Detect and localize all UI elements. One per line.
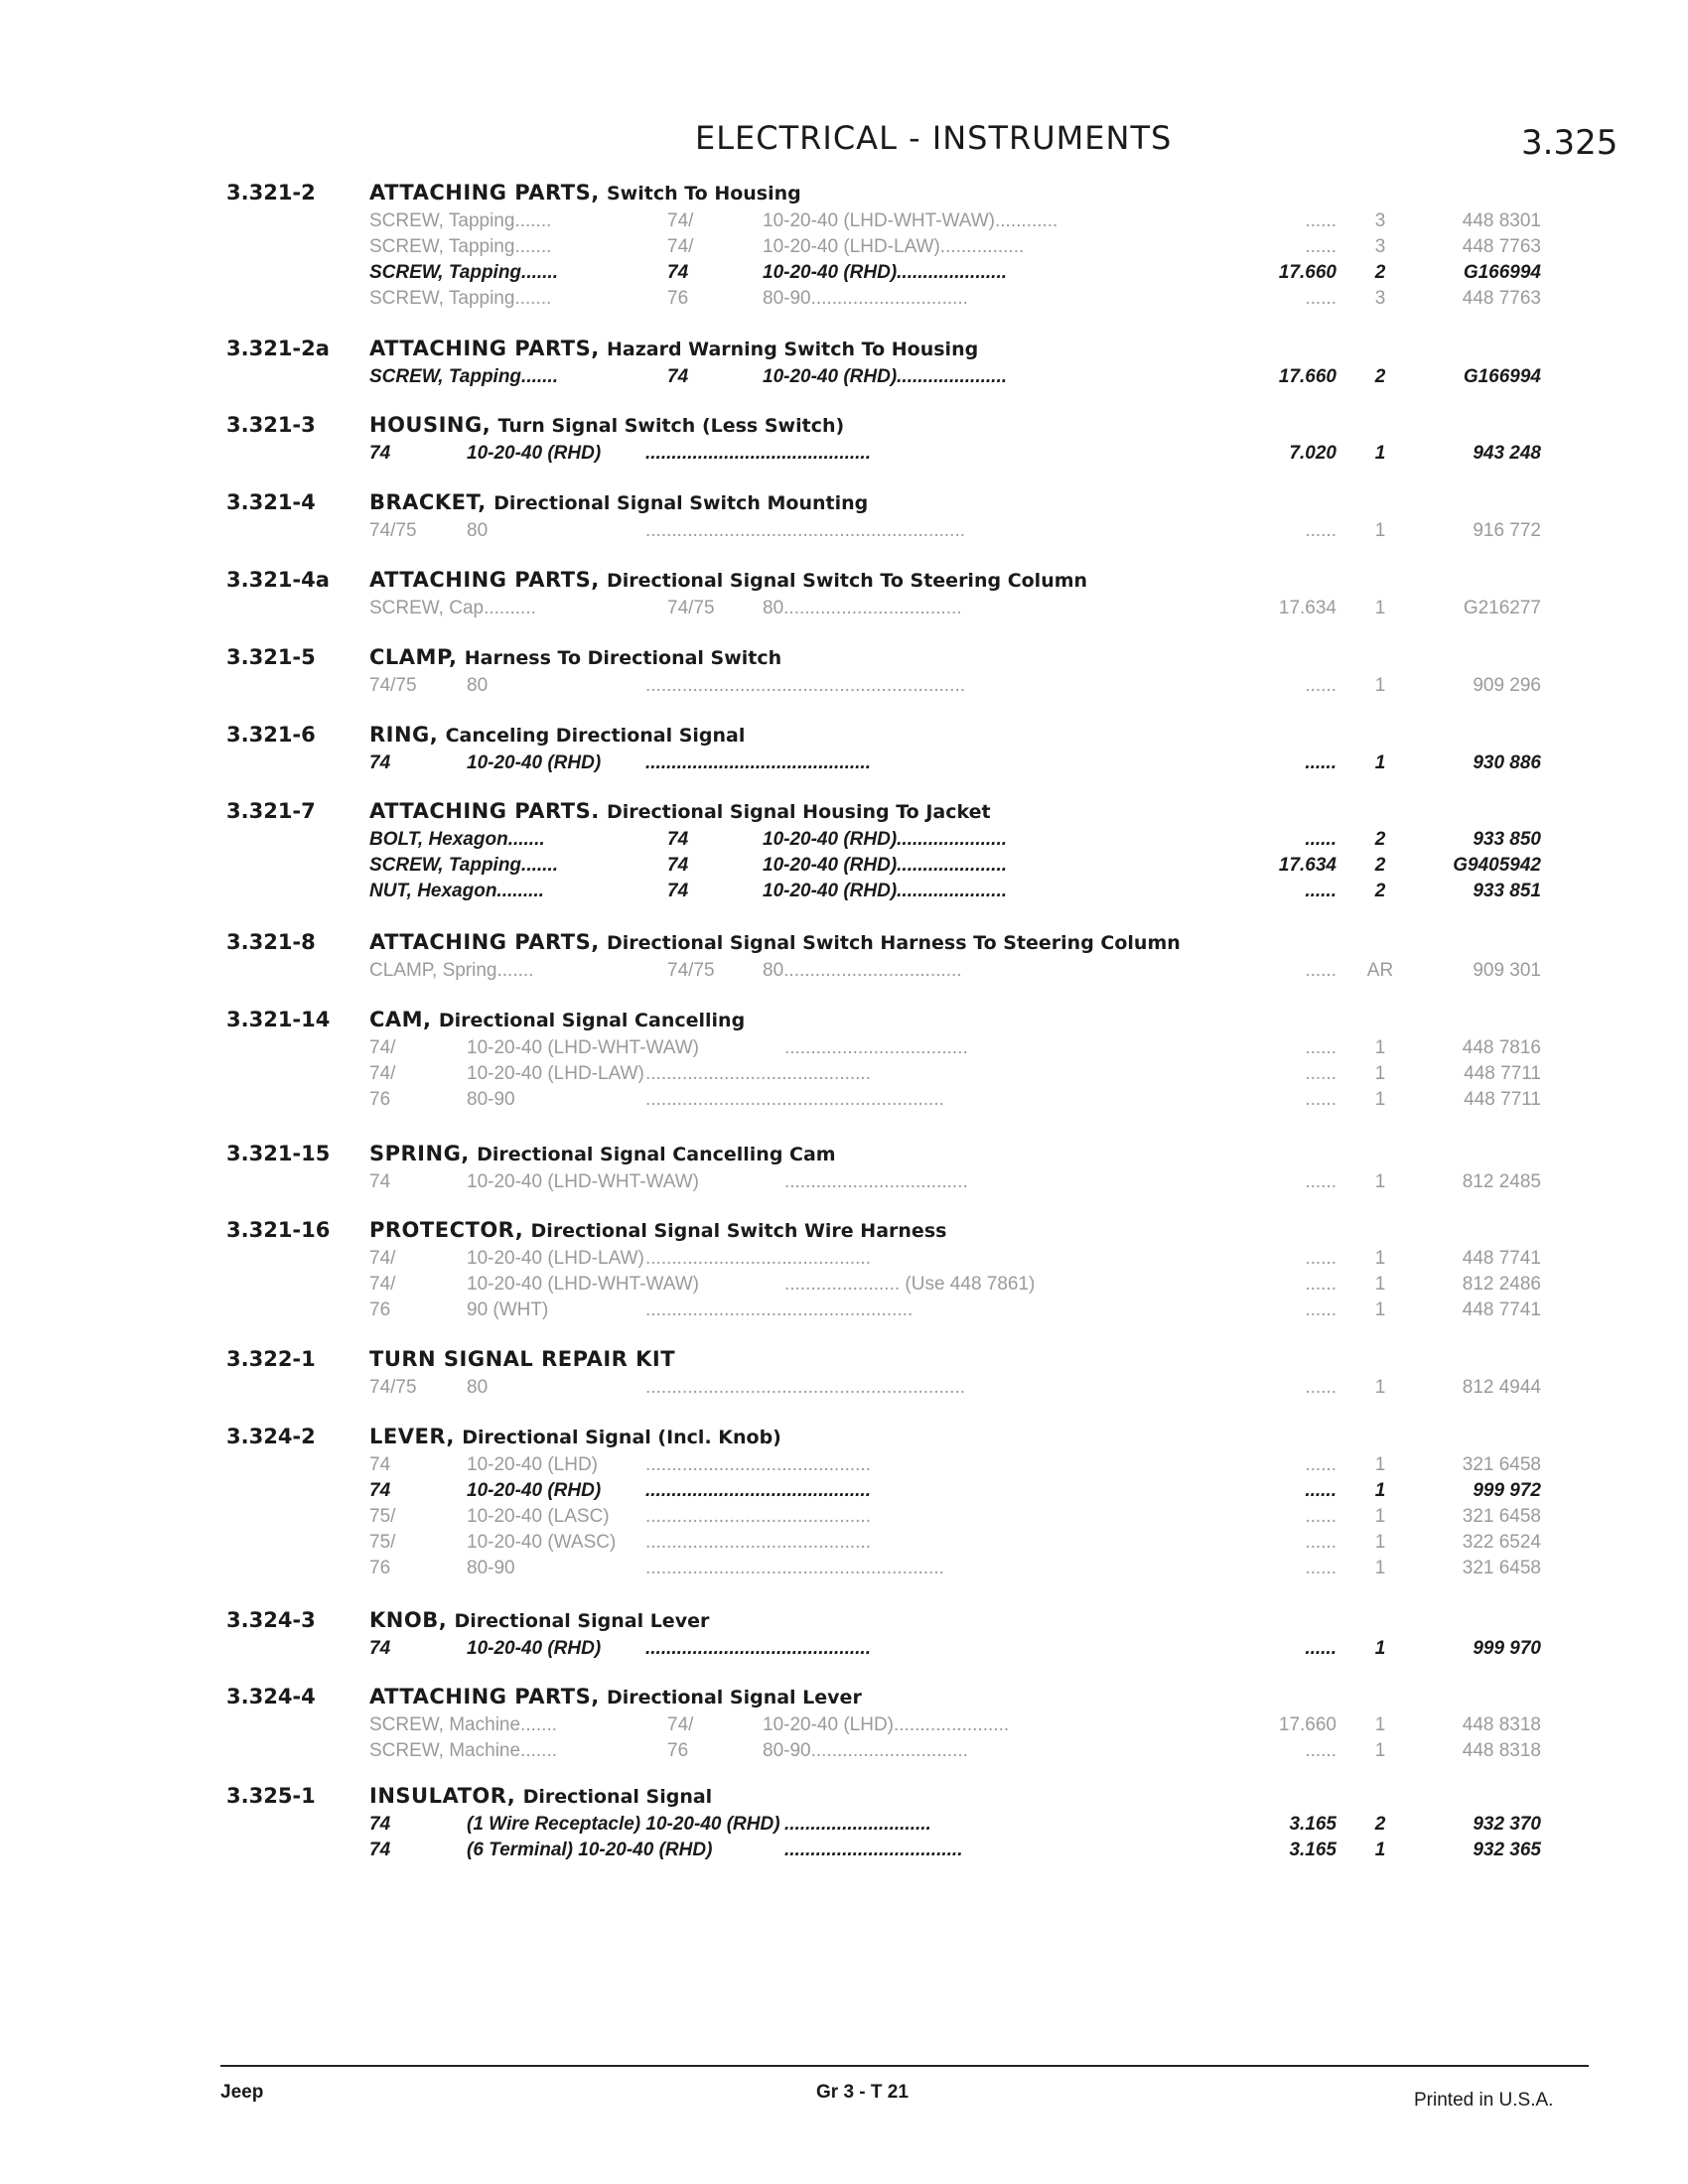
part-row (0, 598, 1688, 623)
entry-title (369, 181, 801, 205)
part-row (0, 1480, 1688, 1506)
part-number: 448 8318 (1462, 1740, 1541, 1761)
model-spec: ........................................... (645, 1506, 871, 1527)
page-number: 3.325 (1521, 123, 1618, 163)
entry-title (369, 1347, 675, 1371)
part-name: 74 (369, 1840, 391, 1860)
model-spec: 80.................................. (763, 598, 962, 618)
part-name: 76 (369, 1558, 391, 1578)
model-spec: ................................................... (645, 1299, 914, 1320)
entry-description: Harness To Directional Switch (464, 647, 782, 669)
cross-reference: ...... (1305, 1037, 1336, 1058)
entry-reference: 3.321-6 (226, 723, 316, 747)
entry-noun: SPRING, (369, 1142, 470, 1165)
entry-title (369, 490, 868, 514)
model-year: 90 (WHT) (467, 1299, 549, 1320)
part-name: 74 (369, 443, 391, 464)
entry-reference: 3.321-16 (226, 1218, 331, 1242)
part-name: 74/ (369, 1274, 396, 1295)
cross-reference: ...... (1305, 1299, 1336, 1320)
model-spec: ........................................... (645, 1638, 871, 1659)
part-name: SCREW, Tapping....... (369, 855, 558, 876)
part-row (0, 752, 1688, 778)
part-row (0, 1506, 1688, 1532)
quantity: 2 (1374, 262, 1386, 283)
part-number: 448 7763 (1462, 236, 1541, 257)
model-year: 76 (667, 288, 689, 309)
entry-title (369, 1784, 712, 1808)
model-spec: 80-90.............................. (763, 1740, 968, 1761)
entry-description: Directional Signal Cancelling (438, 1010, 746, 1031)
entry-noun: ATTACHING PARTS, (369, 181, 600, 205)
model-spec: 10-20-40 (LHD)...................... (763, 1714, 1010, 1735)
entry-reference: 3.324-4 (226, 1685, 316, 1708)
entry-description: Canceling Directional Signal (445, 725, 746, 747)
model-year: 10-20-40 (LHD) (467, 1454, 598, 1475)
part-name: 74 (369, 1454, 391, 1475)
part-name: 74 (369, 1814, 391, 1835)
model-year: 74/75 (667, 598, 715, 618)
part-number: 909 301 (1473, 960, 1541, 981)
part-number: G9405942 (1453, 855, 1541, 876)
quantity: 3 (1374, 236, 1386, 257)
part-name: 76 (369, 1089, 391, 1110)
model-spec: 10-20-40 (RHD)..................... (763, 262, 1008, 283)
quantity: 1 (1374, 752, 1386, 773)
quantity: 2 (1374, 366, 1386, 387)
part-number: G166994 (1463, 366, 1541, 387)
quantity: 1 (1374, 1714, 1386, 1735)
part-number: 448 8301 (1462, 210, 1541, 231)
quantity: 1 (1374, 1840, 1386, 1860)
part-number: 448 7816 (1462, 1037, 1541, 1058)
part-name: SCREW, Tapping....... (369, 366, 558, 387)
part-name: 76 (369, 1299, 391, 1320)
entry-title (369, 723, 745, 747)
part-name: 75/ (369, 1506, 396, 1527)
cross-reference: ...... (1305, 210, 1336, 231)
quantity: 1 (1374, 1377, 1386, 1398)
part-row (0, 520, 1688, 546)
model-year: 10-20-40 (RHD) (467, 1480, 602, 1501)
part-name: SCREW, Tapping....... (369, 262, 558, 283)
quantity: 1 (1374, 1740, 1386, 1761)
part-row (0, 1274, 1688, 1299)
cross-reference: ...... (1305, 1532, 1336, 1553)
entry-description: Switch To Housing (606, 183, 801, 205)
cross-reference: ...... (1305, 1274, 1336, 1295)
entry-noun: INSULATOR, (369, 1784, 516, 1808)
cross-reference: ...... (1305, 1454, 1336, 1475)
part-number: G216277 (1463, 598, 1541, 618)
model-year: 74 (667, 829, 689, 850)
entry-noun: HOUSING, (369, 413, 492, 437)
part-name: BOLT, Hexagon....... (369, 829, 545, 850)
entry-reference: 3.322-1 (226, 1347, 316, 1371)
cross-reference: 17.660 (1278, 262, 1336, 283)
cross-reference: ...... (1305, 752, 1336, 773)
entry-title (369, 799, 991, 823)
part-name: CLAMP, Spring....... (369, 960, 534, 981)
part-row (0, 881, 1688, 906)
part-row (0, 829, 1688, 855)
part-row (0, 288, 1688, 314)
entry-description: Directional Signal Lever (606, 1687, 862, 1708)
entry-reference: 3.321-4a (226, 568, 330, 592)
part-number: 448 7741 (1462, 1248, 1541, 1269)
cross-reference: ...... (1305, 1480, 1336, 1501)
part-number: G166994 (1463, 262, 1541, 283)
model-year: 10-20-40 (RHD) (467, 443, 602, 464)
cross-reference: ...... (1305, 520, 1336, 541)
model-year: 80 (467, 520, 489, 541)
part-number: 321 6458 (1462, 1454, 1541, 1475)
model-year: 80-90 (467, 1558, 515, 1578)
part-row (0, 210, 1688, 236)
entry-noun: BRACKET, (369, 490, 487, 514)
footer-brand: Jeep (220, 2082, 264, 2103)
entry-description: Directional Signal Switch Harness To Steering Column (606, 932, 1181, 954)
model-spec: ........................................... (645, 443, 871, 464)
quantity: 1 (1374, 1299, 1386, 1320)
entry-reference: 3.321-2a (226, 337, 330, 360)
entry-noun: ATTACHING PARTS, (369, 1685, 600, 1708)
cross-reference: ...... (1305, 1377, 1336, 1398)
part-number: 448 7711 (1464, 1063, 1541, 1084)
quantity: AR (1366, 960, 1394, 981)
quantity: 1 (1374, 1532, 1386, 1553)
part-row (0, 675, 1688, 701)
part-number: 812 2485 (1462, 1171, 1541, 1192)
quantity: 2 (1374, 829, 1386, 850)
part-name: 74 (369, 1638, 391, 1659)
entry-title (369, 930, 1181, 954)
entry-title (369, 413, 844, 437)
model-spec: ............................................................. (645, 520, 966, 541)
model-year: (6 Terminal) 10-20-40 (RHD) (467, 1840, 713, 1860)
cross-reference: ...... (1305, 829, 1336, 850)
cross-reference: ...... (1305, 236, 1336, 257)
cross-reference: ...... (1305, 1089, 1336, 1110)
model-year: 74/ (667, 210, 694, 231)
part-row (0, 855, 1688, 881)
model-year: 74/75 (667, 960, 715, 981)
entry-noun: ATTACHING PARTS, (369, 568, 600, 592)
model-spec: 10-20-40 (LHD-WHT-WAW)............ (763, 210, 1058, 231)
part-number: 932 365 (1473, 1840, 1541, 1860)
part-row (0, 1814, 1688, 1840)
quantity: 1 (1374, 1506, 1386, 1527)
cross-reference: ...... (1305, 288, 1336, 309)
entry-noun: CLAMP, (369, 645, 458, 669)
part-row (0, 1840, 1688, 1865)
model-year: 74 (667, 881, 689, 901)
model-year: 74/ (667, 1714, 694, 1735)
entry-reference: 3.321-8 (226, 930, 316, 954)
part-number: 999 972 (1473, 1480, 1541, 1501)
model-year: 74 (667, 366, 689, 387)
quantity: 1 (1374, 1037, 1386, 1058)
part-name: 74/75 (369, 520, 417, 541)
entry-noun: KNOB, (369, 1608, 448, 1632)
part-number: 916 772 (1473, 520, 1541, 541)
cross-reference: ...... (1305, 881, 1336, 901)
model-spec: 10-20-40 (RHD)..................... (763, 366, 1008, 387)
part-row (0, 366, 1688, 392)
entry-reference: 3.321-3 (226, 413, 316, 437)
part-number: 999 970 (1473, 1638, 1541, 1659)
model-year: 74 (667, 855, 689, 876)
part-row (0, 1171, 1688, 1197)
entry-reference: 3.321-2 (226, 181, 316, 205)
quantity: 1 (1374, 1171, 1386, 1192)
entry-reference: 3.324-2 (226, 1425, 316, 1448)
footer-divider (220, 2065, 1589, 2067)
entry-reference: 3.321-4 (226, 490, 316, 514)
model-year: 80-90 (467, 1089, 515, 1110)
quantity: 1 (1374, 1638, 1386, 1659)
model-spec: 10-20-40 (RHD)..................... (763, 855, 1008, 876)
footer-group-code: Gr 3 - T 21 (816, 2082, 909, 2103)
entry-description: Hazard Warning Switch To Housing (606, 339, 979, 360)
part-row (0, 1714, 1688, 1740)
model-year: 10-20-40 (LHD-LAW) (467, 1248, 644, 1269)
part-number: 933 850 (1473, 829, 1541, 850)
part-name: 74/ (369, 1248, 396, 1269)
part-name: 74 (369, 752, 391, 773)
model-spec: 10-20-40 (RHD)..................... (763, 829, 1008, 850)
part-row (0, 1454, 1688, 1480)
model-spec: ............................ (784, 1814, 931, 1835)
model-year: 80 (467, 675, 489, 696)
part-number: 930 886 (1473, 752, 1541, 773)
model-spec: .................................. (784, 1840, 963, 1860)
entry-noun: CAM, (369, 1008, 432, 1031)
part-name: 74/75 (369, 1377, 417, 1398)
entry-reference: 3.325-1 (226, 1784, 316, 1808)
model-spec: 10-20-40 (RHD)..................... (763, 881, 1008, 901)
part-name: 74 (369, 1480, 391, 1501)
quantity: 2 (1374, 881, 1386, 901)
model-spec: 80.................................. (763, 960, 962, 981)
part-row (0, 1089, 1688, 1115)
entry-reference: 3.321-5 (226, 645, 316, 669)
part-name: 75/ (369, 1532, 396, 1553)
part-name: SCREW, Machine....... (369, 1714, 557, 1735)
model-spec: ........................................... (645, 752, 871, 773)
part-row (0, 1248, 1688, 1274)
quantity: 1 (1374, 520, 1386, 541)
entry-description: Directional Signal Switch To Steering Column (606, 570, 1088, 592)
part-number: 322 6524 (1462, 1532, 1541, 1553)
part-row (0, 1558, 1688, 1583)
part-number: 448 7711 (1464, 1089, 1541, 1110)
entry-noun: LEVER, (369, 1425, 455, 1448)
cross-reference: ...... (1305, 1248, 1336, 1269)
entry-title (369, 1425, 781, 1448)
part-name: NUT, Hexagon......... (369, 881, 544, 901)
model-year: 10-20-40 (LHD-WHT-WAW) (467, 1037, 699, 1058)
entry-reference: 3.321-14 (226, 1008, 331, 1031)
part-row (0, 262, 1688, 288)
part-number: 932 370 (1473, 1814, 1541, 1835)
part-row (0, 1740, 1688, 1766)
quantity: 1 (1374, 675, 1386, 696)
cross-reference: 17.634 (1278, 598, 1336, 618)
model-year: 10-20-40 (LHD-WHT-WAW) (467, 1274, 699, 1295)
part-number: 448 8318 (1462, 1714, 1541, 1735)
entry-title (369, 1218, 946, 1242)
model-spec: ........................................... (645, 1454, 871, 1475)
part-name: 74/ (369, 1063, 396, 1084)
part-number: 321 6458 (1462, 1558, 1541, 1578)
part-row (0, 1037, 1688, 1063)
cross-reference: ...... (1305, 1063, 1336, 1084)
model-year: 10-20-40 (LHD-WHT-WAW) (467, 1171, 699, 1192)
page-title: ELECTRICAL - INSTRUMENTS (695, 119, 1173, 157)
part-number: 812 4944 (1462, 1377, 1541, 1398)
model-spec: ...................... (Use 448 7861) (784, 1274, 1036, 1295)
model-year: 10-20-40 (WASC) (467, 1532, 617, 1553)
model-spec: 10-20-40 (LHD-LAW)................ (763, 236, 1025, 257)
model-year: 10-20-40 (LASC) (467, 1506, 610, 1527)
entry-description: Directional Signal Switch Mounting (493, 492, 869, 514)
entry-noun: TURN SIGNAL REPAIR KIT (369, 1347, 676, 1371)
cross-reference: ...... (1305, 1558, 1336, 1578)
entry-title (369, 337, 978, 360)
cross-reference: 3.165 (1289, 1814, 1336, 1835)
model-spec: ........................................... (645, 1480, 871, 1501)
model-year: 76 (667, 1740, 689, 1761)
model-year: 74 (667, 262, 689, 283)
part-row (0, 236, 1688, 262)
quantity: 1 (1374, 1274, 1386, 1295)
part-name: SCREW, Tapping....... (369, 288, 552, 309)
model-year: (1 Wire Receptacle) 10-20-40 (RHD) (467, 1814, 780, 1835)
entry-description: Turn Signal Switch (Less Switch) (497, 415, 845, 437)
entry-noun: ATTACHING PARTS, (369, 337, 600, 360)
entry-description: Directional Signal Housing To Jacket (606, 801, 991, 823)
cross-reference: 3.165 (1289, 1840, 1336, 1860)
model-spec: ................................... (784, 1171, 968, 1192)
model-spec: ......................................................... (645, 1089, 944, 1110)
quantity: 1 (1374, 443, 1386, 464)
entry-title (369, 1008, 745, 1031)
model-spec: ............................................................. (645, 675, 966, 696)
quantity: 1 (1374, 1558, 1386, 1578)
model-year: 74/ (667, 236, 694, 257)
entry-noun: ATTACHING PARTS. (369, 799, 600, 823)
model-spec: ................................... (784, 1037, 968, 1058)
part-name: 74/ (369, 1037, 396, 1058)
model-spec: 80-90.............................. (763, 288, 968, 309)
part-name: SCREW, Machine....... (369, 1740, 557, 1761)
part-number: 321 6458 (1462, 1506, 1541, 1527)
quantity: 1 (1374, 1248, 1386, 1269)
entry-description: Directional Signal Cancelling Cam (477, 1144, 836, 1165)
cross-reference: ...... (1305, 1638, 1336, 1659)
cross-reference: ...... (1305, 1506, 1336, 1527)
entry-description: Directional Signal (Incl. Knob) (462, 1427, 781, 1448)
entry-title (369, 1685, 862, 1708)
part-number: 943 248 (1473, 443, 1541, 464)
part-name: 74 (369, 1171, 391, 1192)
model-spec: ............................................................. (645, 1377, 966, 1398)
model-spec: ........................................... (645, 1248, 871, 1269)
cross-reference: ...... (1305, 1740, 1336, 1761)
entry-title (369, 1608, 709, 1632)
part-number: 812 2486 (1462, 1274, 1541, 1295)
cross-reference: 17.660 (1278, 1714, 1336, 1735)
model-spec: ........................................... (645, 1532, 871, 1553)
model-spec: ......................................................... (645, 1558, 944, 1578)
entry-title (369, 1142, 836, 1165)
model-year: 10-20-40 (RHD) (467, 752, 602, 773)
model-year: 80 (467, 1377, 489, 1398)
part-number: 933 851 (1473, 881, 1541, 901)
entry-description: Directional Signal Switch Wire Harness (530, 1220, 947, 1242)
entry-reference: 3.321-7 (226, 799, 316, 823)
footer-printed: Printed in U.S.A. (1414, 2090, 1554, 2111)
quantity: 2 (1374, 855, 1386, 876)
cross-reference: ...... (1305, 675, 1336, 696)
quantity: 1 (1374, 1454, 1386, 1475)
entry-reference: 3.324-3 (226, 1608, 316, 1632)
quantity: 2 (1374, 1814, 1386, 1835)
quantity: 1 (1374, 1063, 1386, 1084)
entry-description: Directional Signal Lever (454, 1610, 710, 1632)
cross-reference: ...... (1305, 960, 1336, 981)
part-number: 909 296 (1473, 675, 1541, 696)
part-row (0, 1063, 1688, 1089)
model-spec: ........................................... (645, 1063, 871, 1084)
entry-noun: RING, (369, 723, 439, 747)
part-name: SCREW, Tapping....... (369, 210, 552, 231)
quantity: 3 (1374, 210, 1386, 231)
cross-reference: 17.634 (1278, 855, 1336, 876)
model-year: 10-20-40 (RHD) (467, 1638, 602, 1659)
model-year: 10-20-40 (LHD-LAW) (467, 1063, 644, 1084)
part-number: 448 7741 (1462, 1299, 1541, 1320)
cross-reference: 7.020 (1289, 443, 1336, 464)
part-name: SCREW, Tapping....... (369, 236, 552, 257)
entry-reference: 3.321-15 (226, 1142, 331, 1165)
part-number: 448 7763 (1462, 288, 1541, 309)
part-row (0, 960, 1688, 986)
cross-reference: 17.660 (1278, 366, 1336, 387)
part-row (0, 1299, 1688, 1325)
quantity: 1 (1374, 598, 1386, 618)
entry-description: Directional Signal (522, 1786, 713, 1808)
part-row (0, 1638, 1688, 1664)
quantity: 1 (1374, 1089, 1386, 1110)
entry-noun: PROTECTOR, (369, 1218, 524, 1242)
part-name: 74/75 (369, 675, 417, 696)
entry-noun: ATTACHING PARTS, (369, 930, 600, 954)
part-name: SCREW, Cap.......... (369, 598, 536, 618)
entry-title (369, 568, 1087, 592)
quantity: 1 (1374, 1480, 1386, 1501)
part-row (0, 1377, 1688, 1403)
quantity: 3 (1374, 288, 1386, 309)
cross-reference: ...... (1305, 1171, 1336, 1192)
part-row (0, 443, 1688, 469)
entry-title (369, 645, 781, 669)
part-row (0, 1532, 1688, 1558)
